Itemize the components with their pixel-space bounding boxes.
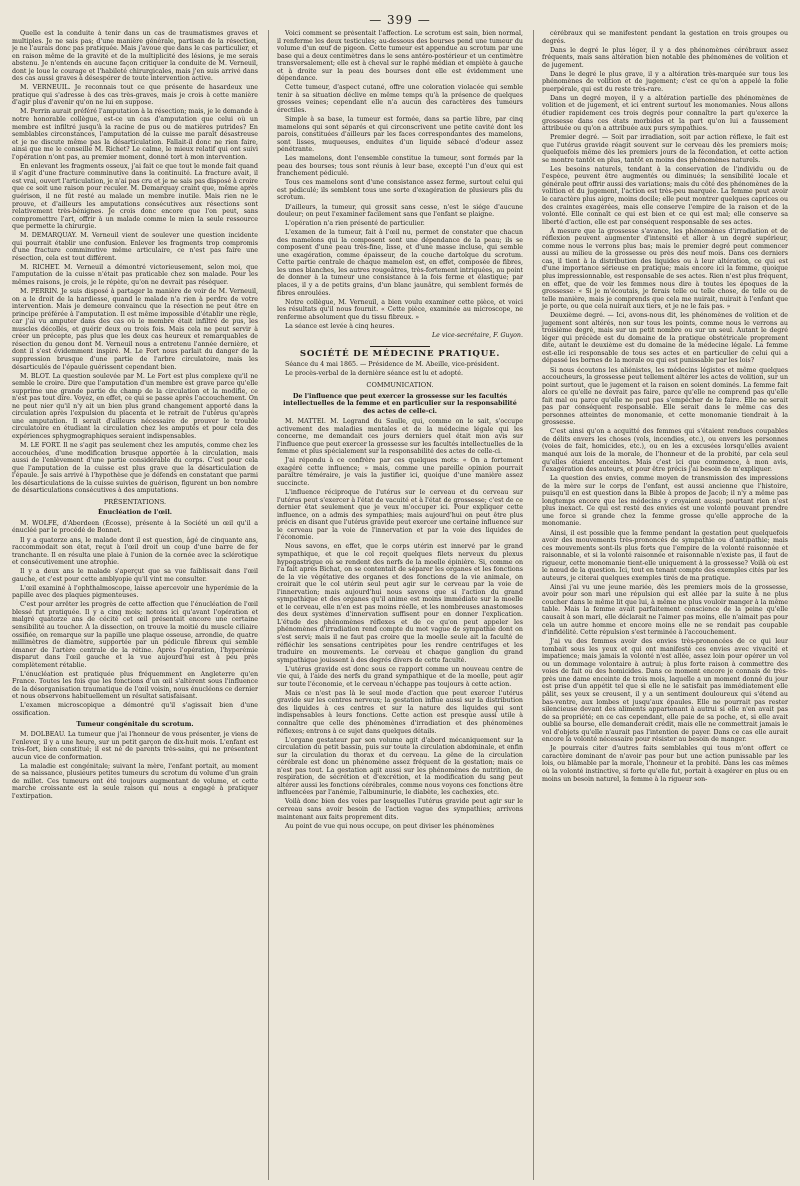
paragraph: Deuxième degré. — Ici, avons-nous dit, les phénomènes de volition et de jugement sont altérés, non sur tous les points, comme nous le verrons au troisième degré, mais sur un petit nombre ou sur un seul. Autant le degré léger qui précède est du domaine de la pratique obstétricale proprement dite, autant le deuxième est du domaine de la médecine légale. La femme est-elle ici responsable de tous ses actes et en particulier de celui qui a dépassé les bornes de la morale ou qui est punissable par les lois? bbox=[542, 312, 788, 365]
paragraph: J'ai répondu à ce confrère par ces quelques mots: « On a fortement exagéré cette influence; » mais, comme une pareille opinion pourrait paraître téméraire, je vais la justifier ici, quoique d'une manière assez succincte. bbox=[277, 457, 523, 488]
society-title: SOCIÉTÉ DE MÉDECINE PRATIQUE. bbox=[299, 348, 501, 359]
paragraph: En enlevant les fragments osseux, j'ai fait ce que tout le monde fait quand il s'agit d'une fracture comminutive dans la continuité. La fracture avait, il est vrai, ouvert l'articulation, je n'ai pas cru et je ne sais pas disposé à croire que ce soit une raison pour reculer. M. Demarquay craint que, même après guérison, il ne fût resté au malade un membre inutile. Mais rien ne le prouve, et d'ailleurs les amputations consécutives aux résections sont relativement très-bénignes. Je crois donc encore que l'on peut, sans compromettre l'art, offrir à un malade comme le mien la seule ressource que permette la chirurgie. bbox=[12, 162, 258, 231]
paragraph: Dans un degré moyen, il y a altération partielle des phénomènes de volition et de jugement, et ici entrent surtout les monomanies. Nous allons étudier rapidement ces trois degrés pour connaître la part qu'exerce la grossesse dans ces états morbides et la part qu'on lui a faussement attribuée ou qu'on a attribuée aux purs sympathies. bbox=[542, 94, 788, 133]
column-1 bbox=[12, 30, 258, 1180]
paragraph: La maladie est congénitale; suivant la mère, l'enfant portait, au moment de sa naissance, plusieurs petites tumeurs du scrotum du volume d'un grain de millet. Ces tumeurs ont été toujours augmentant de volume, et cette marche croissante est la seule raison qui nous a engagé à pratiquer l'extirpation. bbox=[12, 762, 258, 800]
subheading-tumeur: Tumeur congénitale du scrotum. bbox=[76, 719, 194, 728]
paragraph: C'est pour arrêter les progrès de cette affection que l'énucléation de l'œil blessé fut pratiquée. Il y a cinq mois; notons ici qu'avant l'opération et malgré quatorze ans de cécité cet œil présentait encore une certaine sensibilité au toucher. À la dissection, on trouve la moitié du muscle ciliaire ossifiée, on remarque sur la papille une plaque osseuse, arrondie, de quatre millimètres de diamètre, supportée par un pédicule fibreux qui semble émaner de l'artère centrale de la rétine. Après l'opération, l'hyperémie disparut dans l'œil gauche et la vue aujourd'hui est à peu près complètement rétablie. bbox=[12, 601, 258, 669]
paragraph: Ainsi, il est possible que la femme pendant la gestation peut quelquefois avoir des mouvements très-prononcés de sympathie ou d'antipathie; mais ces mouvements sont-ils plus forts que l'empire de la volonté raisonnée et raisonnable, et si la volonté raisonnée et raisonnable n'existe pas, il faut de rigueur, cette monomanie tient-elle uniquement à la grossesse? Voilà où est le nœud de la question. Ici, tout en tenant compte des exemples cités par les auteurs, je citerai quelques exemples tirés de ma pratique. bbox=[542, 529, 788, 582]
paragraph: L'influence réciproque de l'utérus sur le cerveau et du cerveau sur l'utérus peut s'exercer à l'état de vacuité et à l'état de grossesse; c'est de ce dernier état seulement que je veux m'occuper ici. Pour expliquer cette influence, on a admis des sympathies; mais aujourd'hui on peut être plus précis en disant que l'utérus gravide peut exercer une certaine influence sur le cerveau par la voie de l'innervation et par la voie des liquides de l'économie. bbox=[277, 489, 523, 542]
paragraph: M. DOLBEAU. La tumeur que j'ai l'honneur de vous présenter, je viens de l'enlever, il y a une heure, sur un petit garçon de dix-huit mois. L'enfant est très-fort, bien constitué; il est né de parents très-sains, qui ne présentent aucun vice de conformation. bbox=[12, 731, 258, 761]
paragraph: L'énucléation est pratiquée plus fréquemment en Angleterre qu'en France. Toutes les fois que les fonctions d'un œil s'altèrent sous l'influence de la désorganisation traumatique de l'œil voisin, nous énucléons ce dernier et nous observons habituellement un résultat satisfaisant. bbox=[12, 670, 258, 701]
paragraph: Tous ces mamelons sont d'une consistance assez ferme, surtout celui qui est pédiculé; ils semblent tous une sorte d'exagération de plusieurs plis du scrotum. bbox=[277, 179, 523, 202]
paragraph: Je pourrais citer d'autres faits semblables qui tous m'ont offert ce caractère dominant de n'avoir pas pour but une action punissable par les lois, ou blâmable par la morale, l'honneur et la probité. Dans les cas mêmes où la volonté instinctive, si forte qu'elle fut, portait à exagérer en plus ou en moins un besoin naturel, la femme à la rigueur son- bbox=[542, 745, 788, 783]
paragraph: L'examen de la tumeur, fait à l'œil nu, permet de constater que chacun des mamelons qui la composent sont une dépendance de la peau; ils se composent d'une peau très-fine, lisse, et d'une masse incluse, qui semble une exagération, comme épaisseur, de la couche dartoïque du scrotum. Cette partie centrale de chaque mamelon est, en effet, composée de fibres, les unes blanches, les autres rougeâtres, très-fortement intriquées, au point de donner à la tumeur une consistance à la fois ferme et élastique; par places, il y a de petits grains, d'un blanc jaunâtre, qui semblent formés de fibres enroulées. bbox=[277, 229, 523, 297]
paragraph: M. WOLFE, d'Aberdeen (Écosse), présente à la Société un œil qu'il a énucléé par le procédé de Bonnet. bbox=[12, 519, 258, 535]
subheading-influence: De l'influence que peut exercer la grossesse sur les facultés intellectuelles de la femme et en particulier sur la responsabilité des actes de celle-ci. bbox=[283, 391, 517, 415]
paragraph: Dans le degré le plus grave, il y a altération très-marquée sur tous les phénomènes de volition et de jugement; c'est ce qu'on a appelé la folie puerpérale, qui est du reste très-rare. bbox=[542, 70, 788, 93]
paragraph: Cette tumeur, d'aspect cutané, offre une coloration violacée qui semble tenir à sa situation déclive en même temps qu'à la présence de quelques grosses veines; cependant elle n'a aucun des caractères des tumeurs érectiles. bbox=[277, 84, 523, 114]
paragraph: Voici comment se présentait l'affection. Le scrotum est sain, bien normal, il renferme les deux testicules; au-dessous des bourses pend une tumeur du volume d'un œuf de pigeon. Cette tumeur est appendue au scrotum par une base qui a deux centimètres dans le sens antéro-postérieur et un centimètre transversalement; elle est à cheval sur le raphé médian et empiète à gauche et à droite sur la peau des bourses dont elle est évidemment une dépendance. bbox=[277, 30, 523, 83]
paragraph: M. Perrin aurait préféré l'amputation à la résection; mais, je le demande à notre honorable collègue, est-ce un cas d'amputation que celui où un membre est infiltré jusqu'à la racine de pus ou de matières putrides? En semblables circonstances, l'amputation de la cuisse me paraît désastreuse et je ne discute même pas la désarticulation. Fallait-il donc ne rien faire, ainsi que me le conseille M. Richet? Le calme, le mieux relatif qui ont suivi l'opération n'ont pas, au premier moment, donné tort à mon intervention. bbox=[12, 108, 258, 161]
paragraph: Au point de vue qui nous occupe, on peut diviser les phénomènes bbox=[285, 822, 495, 830]
signature: Le vice-secrétaire, F. Guyon. bbox=[431, 332, 523, 340]
paragraph: Notre collègue, M. Verneuil, a bien voulu examiner cette pièce, et voici les résultats qu'il nous fournit. « Cette pièce, examinée au microscope, ne renferme absolument que du tissu fibreux. » bbox=[277, 298, 523, 321]
paragraph: Les besoins naturels, tendant à la conservation de l'individu ou de l'espèce, peuvent être augmentés ou diminués; la sensibilité locale et générale peut offrir aussi des variations; mais du côté des phénomènes de la volition et du jugement, l'action est très-peu marquée. La femme peut avoir le caractère plus aigre, moins docile; elle peut montrer quelques caprices ou des craintes exagérées, mais elle conserve l'empire de la raison et de la volonté. Elle connaît ce qui est bien et ce qui est mal; elle conserve sa liberté d'action, elle est par conséquent responsable de ses actes. bbox=[542, 165, 788, 226]
paragraph: La question des envies, comme moyen de transmission des impressions de la mère sur le corps de l'enfant, est aussi ancienne que l'histoire, puisqu'il en est question dans la Bible à propos de Jacob; il n'y a même pas longtemps encore que les médecins y croyaient aussi; pourtant rien n'est plus inexact. Ce qui est resté des envies est une volonté pouvant prendre une force si grande chez la femme grosse qu'elle approche de la monomanie. bbox=[542, 475, 788, 528]
paragraph: L'examen microscopique a démontré qu'il s'agissait bien d'une ossification. bbox=[12, 702, 258, 718]
paragraph: Simple à sa base, la tumeur est formée, dans sa partie libre, par cinq mamelons qui sont séparés et qui circonscrivent une petite cavité dont les parois, constituées d'ailleurs par les faces correspondantes des mamelons, sont lisses, muqueuses, enduites d'un liquide sébacé d'odeur assez pénétrante. bbox=[277, 116, 523, 154]
columns bbox=[12, 30, 788, 1180]
paragraph: Les mamelons, dont l'ensemble constitue la tumeur, sont formés par la peau des bourses; tous sont réunis à leur base, excepté l'un d'eux qui est franchement pédiculé. bbox=[277, 155, 523, 178]
paragraph: Quelle est la conduite à tenir dans un cas de traumatismes graves et multiples. Je ne sais pas; d'une manière générale, partisan de la résection, je ne l'aurais donc pas pratiquée. Mais j'avoue que dans le cas particulier, et en raison même de la gravité et de la multiplicité des lésions, je me serais abstenu. Je n'entends en aucune façon critiquer la conduite de M. Verneuil, dont je loue le courage et l'habileté chirurgicales, mais j'en suis arrivé dans des cas aussi graves à désespérer de toute intervention active. bbox=[12, 30, 258, 83]
page-number: — 399 — bbox=[369, 13, 431, 27]
paragraph: M. PERRIN. Je suis disposé à partager la manière de voir de M. Verneuil, on a le droit de la hardiesse, quand le malade n'a rien à perdre de votre intervention. Mais je demeure convaincu que la résection ne peut être en principe préférée à l'amputation. Il est même impossible d'établir une règle, car j'ai vu amputer dans des cas où le membre était infiltré de pus, les muscles décollés, et guérir deux ou trois fois. Mais cela ne peut servir à créer un précepte, pas plus que les deux cas heureux et remarquables de résection du genou dont M. Verneuil nous a entretenu l'année dernière, et dont il s'est évidemment inspiré. M. Le Fort nous parlait du danger de la suppression brusque d'une partie de l'arbre circulatoire, mais les désarticulés de l'épaule guérissent cependant bien. bbox=[12, 288, 258, 371]
paragraph: M. LE FORT. Il ne s'agit pas seulement chez les amputés, comme chez les accouchées, d'une modification brusque apportée à la circulation, mais aussi de l'enlèvement d'une partie considérable du corps. C'est pour cela que l'amputation de la cuisse est plus grave que la désarticulation de l'épaule. Je sais arrivé à l'hypothèse que je défends en constatant que parmi les désarticulations de la cuisse suivies de guérison, figurent un bon nombre de désarticulations consécutives à des amputations. bbox=[12, 441, 258, 495]
seance-line: Séance du 4 mai 1865. — Présidence de M. Abeille, vice-président. bbox=[285, 361, 500, 369]
paragraph: M. DEMARQUAY. M. Verneuil vient de soulever une question incidente qui pourrait établir une confusion. Enlever les fragments trop compromis d'une fracture comminutive même articulaire, ce n'est pas faire une résection, cela est tout différent. bbox=[12, 232, 258, 262]
paragraph: L'utérus gravide est donc sous ce rapport comme un nouveau centre de vie qui, à l'aide des nerfs du grand sympathique et de la moelle, peut agir sur toute l'économie, et le cerveau n'échappe pas toujours à cette action. bbox=[277, 665, 523, 688]
paragraph: Mais ce n'est pas là le seul mode d'action que peut exercer l'utérus gravide sur les centres nerveux; la gestation influe aussi sur la distribution des liquides à ces centres et sur la nature des liquides qui sont indispensables à leurs fonctions. Cette action est presque aussi utile à connaître que celle des phénomènes d'irradiation et des phénomènes réflexes; entrons à ce sujet dans quelques détails. bbox=[277, 689, 523, 735]
paragraph: Premier degré. — Soit par irradiation, soit par action réflexe, le fait est que l'utérus gravide réagit souvent sur le cerveau dès les premiers mois; quelquefois même dès les premiers jours de la fécondation, et cette action se montre tantôt en plus, tantôt en moins des phénomènes naturels. bbox=[542, 134, 788, 164]
paragraph: Si nous écoutons les aliénistes, les médecins légistes et même quelques accoucheurs, la grossesse peut tellement altérer les actes de volition, sur un point surtout, que le jugement et la raison en soient dominés. La femme fait alors ce qu'elle ne devrait pas faire, parce qu'elle ne comprend pas qu'elle fait mal ou parce qu'elle ne peut pas s'empêcher de le faire. Elle ne serait pas par conséquent responsable. Elle serait dans le même cas des personnes atteintes de monomanie, et cette monomanie tiendrait à la grossesse. bbox=[542, 366, 788, 427]
subheading-enucleation: Énucléation de l'œil. bbox=[98, 508, 172, 517]
paragraph: Ainsi j'ai vu une jeune mariée, dès les premiers mois de la grossesse, avoir pour son mari une répulsion qui est allée par la suite à ne plus coucher dans le même lit que lui, à même ne plus vouloir manger à la même table. Mais la femme avait parfaitement conscience de la peine qu'elle causait à son mari, elle déclarait ne l'aimer pas moins, elle n'aimait pas pour cela un autre homme et encore moins elle ne se rendait pas coupable d'infidélité. Cette répulsion s'est terminée à l'accouchement. bbox=[542, 583, 788, 637]
paragraph: C'est ainsi qu'on a acquitté des femmes qui s'étaient rendues coupables de délits envers les choses (vols, incendies, etc.), ou envers les personnes (voies de fait, homicides, etc.), ou en les a excusées lorsqu'elles avaient manqué aux lois de la morale, de l'honneur et de la probité, par cela seul qu'elles étaient enceintes. Mais c'est ici que commence, à mon avis, l'exagération des auteurs, et pour être précis j'ai besoin de m'expliquer. bbox=[542, 428, 788, 474]
paragraph: M. MATTEI. M. Legrand du Saulle, qui, comme on le sait, s'occupe activement des maladies mentales et de la médecine légale qui les concerne, me demandait ces jours derniers quel était mon avis sur l'influence que peut exercer la grossesse sur les facultés intellectuelles de la femme et plus spécialement sur la responsabilité des actes de celle-ci. bbox=[277, 418, 523, 456]
divider bbox=[370, 346, 430, 347]
paragraph: Le procès-verbal de la dernière séance est lu et adopté. bbox=[285, 370, 463, 378]
section-heading-communication: COMMUNICATION. bbox=[366, 380, 434, 389]
paragraph: Voilà donc bien des voies par lesquelles l'utérus gravide peut agir sur le cerveau sans avoir besoin de l'action vague des sympathies; arrivons maintenant aux faits proprement dits. bbox=[277, 798, 523, 821]
section-heading-presentations: PRÉSENTATIONS. bbox=[103, 497, 167, 506]
paragraph: La séance est levée à cinq heures. bbox=[285, 322, 395, 330]
paragraph: D'ailleurs, la tumeur, qui grossit sans cesse, n'est le siége d'aucune douleur; on peut l'examiner facilement sans que l'enfant se plaigne. bbox=[277, 203, 523, 219]
paragraph: L'opération n'a rien présenté de particulier. bbox=[285, 220, 425, 228]
column-3 bbox=[533, 30, 788, 1180]
column-2 bbox=[268, 30, 523, 1180]
paragraph: Dans le degré le plus léger, il y a des phénomènes cérébraux assez fréquents, mais sans altération bien notable des phénomènes de volition et de jugement. bbox=[542, 46, 788, 69]
paragraph: L'organe gestateur par son volume agit d'abord mécaniquement sur la circulation du petit bassin, puis sur toute la circulation abdominale, et enfin sur la circulation du thorax et du cerveau. La gêne de la circulation cérébrale est donc un phénomène assez fréquent de la gestation; mais ce n'est pas tout. La gestation agit aussi sur les phénomènes de nutrition, de respiration, de sécrétion et d'excrétion, et la modification du sang peut altérer aussi les fonctions cérébrales, comme nous voyons ces fonctions être influencées par l'anémie, l'albuminurie, le diabète, les cachexies, etc. bbox=[277, 736, 523, 797]
paragraph: À mesure que la grossesse s'avance, les phénomènes d'irradiation et de réflexion peuvent augmenter d'intensité et aller à un degré supérieur, comme nous le verrons plus bas; mais le premier degré peut commencer aussi au milieu de la grossesse ou près des neuf mois. Dans ces derniers cas, il tient à la distribution des liquides ou à leur altération, ce qui est d'une importance sérieuse en pratique; mais encore ici la femme, quoique plus impressionnable, est responsable de ses actes. Rien n'est plus fréquent, en effet, que de voir les femmes nous dire à toutes les époques de la grossesse: « Si je m'écoutais, je ferais telle ou telle chose, de telle ou de telle manière, mais je comprends que cela me nuirait, nuirait à l'enfant que je porte, ou que cela nuirait aux tiers, et je ne le fais pas. » bbox=[542, 227, 788, 311]
paragraph: Il y a deux ans le malade s'aperçut que sa vue faiblissait dans l'œil gauche, et c'est pour cette amblyopie qu'il vint me consulter. bbox=[12, 568, 258, 583]
paragraph: L'œil examiné à l'ophthalmoscope, laisse apercevoir une hyperémie de la papille avec des plaques pigmenteuses. bbox=[12, 584, 258, 600]
paragraph: M. RICHET. M. Verneuil a démontré victorieusement, selon moi, que l'amputation de la cuisse n'était pas praticable chez son malade. Pour les mêmes raisons, je crois, je le répète, qu'on ne devrait pas réséquer. bbox=[12, 263, 258, 286]
paragraph: M. BLOT. La question soulevée par M. Le Fort est plus complexe qu'il ne semble le croire. Dire que l'amputation d'un membre est grave parce qu'elle supprime une grande partie du champ de la circulation et la modifie, ce n'est pas tout dire. Voyez, en effet, ce qui se passe après l'accouchement. On ne peut nier qu'il n'y ait un bien plus grand changement apporté dans la circulation après l'expulsion du placenta et le retrait de l'utérus qu'après une amputation. Il serait d'ailleurs nécessaire de prouver le trouble circulatoire en étudiant la circulation chez les amputés et pour cela des expériences sphygmographiques seraient indispensables. bbox=[12, 372, 258, 440]
paragraph: J'ai vu des femmes avoir des envies très-prononcées de ce qui leur tombait sous les yeux et qui ont manifesté ces envies avec vivacité et impatience; mais jamais la volonté n'est allée, assez loin pour opérer un vol ou un dommage volontaire à autrui; à plus forte raison à commettre des voies de fait ou des homicides. Dans ce moment encore je connais de très-près une dame enceinte de trois mois, laquelle a un moment donné du jour est prise d'un appétit tel que si elle ne le satisfait pas immédiatement elle pâlit, ses yeux se creusent, il y a un sentiment douloureux qui s'étend au bas-ventre, aux lombes et jusqu'aux épaules. Elle ne pourrait pas rester silencieuse devant des aliments appartenant à autrui si elle n'en avait pas de sa propriété; en ce cas cependant, elle paie de sa poche, et, si elle avait oublié sa bourse, elle demanderait crédit, mais elle ne commettrait jamais le vol d'objets qu'elle n'aurait pas l'intention de payer. Dans ce cas elle aurait encore la volonté nécessaire pour résister au besoin de manger. bbox=[542, 638, 788, 744]
paragraph: cérébraux qui se manifestent pendant la gestation en trois groupes ou degrés. bbox=[542, 30, 788, 45]
paragraph: M. VERNEUIL. Je reconnais tout ce que présente de hasardeux une pratique qui s'adresse à des cas très-graves, mais je crois à cette manière d'agir plus d'avenir qu'on ne lui en suppose. bbox=[12, 84, 258, 107]
paragraph: Nous savons, en effet, que le corps utérin est innervé par le grand sympathique, et que le col reçoit quelques filets nerveux du plexus hypogastrique où se rendent des nerfs de la moelle épinière. Si, comme on l'a fait après Bichat, on se contentait de séparer les organes et les fonctions de la vie végétative des organes et des fonctions de la vie animale, on croirait que le col utérin seul peut agir sur le cerveau par la voie de l'innervation; mais aujourd'hui nous savons que si l'action du grand sympathique et des organes qu'il anime est moins immédiate sur la moelle et le cerveau, elle n'en est pas moins réelle, et les nombreuses anastomoses des deux systèmes d'innervation suffisent pour en donner l'explication. L'étude des phénomènes réflexes et de ce qu'on peut appeler les phénomènes d'irradiation rend compte du mot vague de sympathie dont on s'est servi; mais il ne faut pas croire que la moelle seule ait la faculté de réfléchir les sensations centripètes pour les rendre centrifuges et les traduire en mouvements. Le cerveau et chaque ganglion du grand sympathique jouissent à des degrés divers de cette faculté. bbox=[277, 543, 523, 664]
paragraph: Il y a quatorze ans, le malade dont il est question, âgé de cinquante ans, raccommodait son état, reçut à l'œil droit un coup d'une barre de fer tranchante. Il en résulta une plaie à l'union de la cornée avec la sclérotique et consécutivement une atrophie. bbox=[12, 536, 258, 567]
